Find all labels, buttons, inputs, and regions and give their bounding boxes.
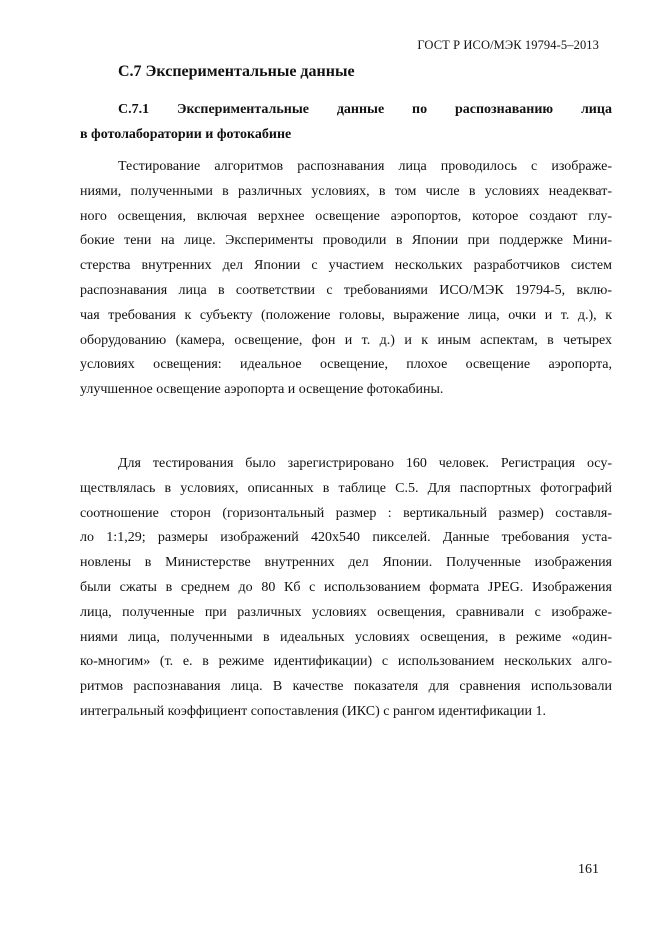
- text-line: соотношение сторон (горизонтальный размер : вертикальный размер) составля-: [80, 505, 612, 521]
- text-line: бокие тени на лице. Эксперименты проводили в Японии при поддержке Мини-: [80, 233, 612, 249]
- subsection-heading: [80, 97, 612, 147]
- text-line: ниями лица, полученными в идеальных условиях освещения, в режиме «один-: [80, 629, 612, 645]
- subsection-word: Экспериментальные: [176, 102, 309, 117]
- text-line: ритмов распознавания лица. В качестве показателя для сравнения использовали: [80, 679, 612, 695]
- subsection-word: распознаванию: [454, 102, 554, 117]
- subsection-word: по: [412, 102, 428, 117]
- text-line: были сжаты в среднем до 80 Кб с использованием формата JPEG. Изображения: [80, 579, 612, 595]
- text-line: ко-многим» (т. е. в режиме идентификации) с использованием нескольких алго-: [80, 654, 612, 670]
- text-line: Для тестирования было зарегистрировано 160 человек. Регистрация осу-: [118, 456, 612, 471]
- subsection-number: С.7.1: [118, 102, 150, 117]
- text-line: лица, полученные при различных условиях освещения, сравнивали с изображе-: [80, 604, 612, 620]
- text-line: ниями, полученными в различных условиях, в том числе в условиях неадекват-: [80, 183, 612, 199]
- subsection-word: данные: [336, 102, 385, 117]
- text-line: условиях освещения: идеальное освещение, плохое освещение аэропорта,: [80, 357, 612, 373]
- text-line: ло 1:1,29; размеры изображений 420х540 пикселей. Данные требования уста-: [80, 530, 612, 546]
- text-line: ного освещения, включая верхнее освещение аэропортов, которое создают глу-: [80, 208, 612, 224]
- page-number: 161: [578, 862, 599, 877]
- subsection-heading-line-2: в фотолаборатории и фотокабине: [80, 127, 292, 142]
- text-line: улучшенное освещение аэропорта и освещение фотокабины.: [80, 382, 444, 398]
- subsection-heading-line-1: [118, 97, 612, 122]
- text-line: новлены в Министерстве внутренних дел Японии. Полученные изображения: [80, 555, 612, 571]
- paragraph-2: [80, 452, 612, 725]
- paragraph-1: [80, 155, 612, 403]
- section-title: С.7 Экспериментальные данные: [118, 63, 355, 80]
- text-line: оборудованию (камера, освещение, фон и т. д.) и к иным аспектам, в четырех: [80, 332, 612, 348]
- text-line: стерства внутренних дел Японии с участием нескольких разработчиков систем: [80, 258, 612, 274]
- document-code: ГОСТ Р ИСО/МЭК 19794-5–2013: [417, 38, 599, 52]
- text-line: интегральный коэффициент сопоставления (ИКС) с рангом идентификации 1.: [80, 703, 546, 719]
- text-line: Тестирование алгоритмов распознавания лица проводилось с изображе-: [118, 159, 612, 174]
- subsection-word: лица: [580, 102, 612, 117]
- text-line: распознавания лица в соответствии с требованиями ИСО/МЭК 19794-5, вклю-: [80, 282, 612, 298]
- text-line: ществлялась в условиях, описанных в таблице С.5. Для паспортных фотографий: [80, 480, 612, 496]
- text-line: чая требования к субъекту (положение головы, выражение лица, очки и т. д.), к: [80, 307, 612, 323]
